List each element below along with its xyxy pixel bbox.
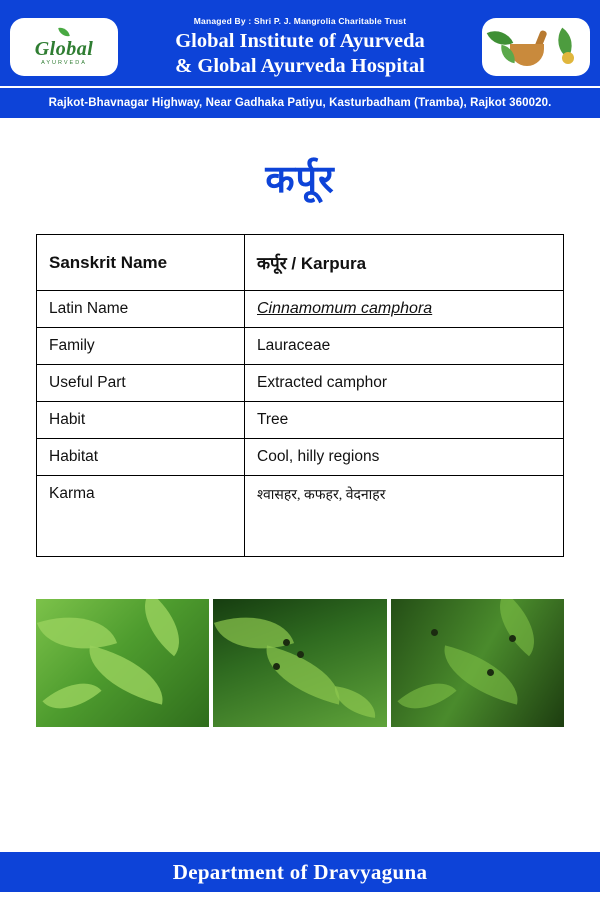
leaf-shape: [128, 599, 196, 656]
table-row: [37, 291, 564, 328]
row-label-habit: Habit: [37, 402, 245, 439]
row-value-family: Lauraceae: [245, 328, 564, 365]
address-bar: Rajkot-Bhavnagar Highway, Near Gadhaka Patiyu, Kasturbadham (Tramba), Rajkot 360020.: [0, 86, 600, 118]
row-label-family: Family: [37, 328, 245, 365]
karma-text: श्वासहर, कफहर, वेदनाहर: [257, 488, 386, 503]
mortar-pestle-herbs-photo: [482, 18, 590, 76]
institute-title-line1: Global Institute of Ayurveda: [175, 30, 425, 53]
plant-photo-strip: [36, 599, 564, 727]
herb-info-table: [36, 234, 564, 557]
page-footer: [0, 844, 600, 900]
fruit-berry: [487, 669, 494, 676]
row-label-habitat: Habitat: [37, 439, 245, 476]
row-label-latin-name: Latin Name: [37, 291, 245, 328]
sanskrit-name-devanagari: कर्पूर: [257, 254, 287, 273]
table-row: [37, 365, 564, 402]
logo-wordmark: Global: [34, 38, 94, 61]
camphor-flowering-branch-photo: [213, 599, 386, 727]
header-title-block: [118, 16, 482, 77]
managed-by-text: Managed By : Shri P. J. Mangrolia Charitable Trust: [193, 16, 407, 27]
latin-name-text: Cinnamomum camphora: [257, 300, 433, 317]
page-header: [0, 0, 600, 118]
logo-inner: [35, 27, 94, 67]
logo-subtext: AYURVEDA: [41, 60, 87, 67]
flower-bud: [283, 639, 290, 646]
table-row: [37, 235, 564, 291]
row-label-sanskrit-name: Sanskrit Name: [37, 235, 245, 291]
camphor-fruiting-branch-photo: [391, 599, 564, 727]
flower-bud: [297, 651, 304, 658]
row-value-useful-part: Extracted camphor: [245, 365, 564, 402]
row-value-karma: [245, 476, 564, 557]
row-value-sanskrit-name: [245, 235, 564, 291]
institute-title-line2: & Global Ayurveda Hospital: [175, 54, 425, 77]
row-label-useful-part: Useful Part: [37, 365, 245, 402]
sanskrit-name-transliteration: Karpura: [300, 254, 367, 273]
leaf-icon: [58, 26, 70, 38]
table-row: [37, 402, 564, 439]
header-content: [0, 0, 600, 88]
table-row: [37, 328, 564, 365]
flower-icon: [562, 52, 574, 64]
row-value-habit: Tree: [245, 402, 564, 439]
sanskrit-name-separator: /: [286, 254, 301, 273]
row-label-karma: Karma: [37, 476, 245, 557]
page-title: कर्पूर: [265, 159, 335, 201]
leaf-shape: [42, 668, 101, 724]
leaf-shape: [397, 668, 456, 724]
fruit-berry: [431, 629, 438, 636]
department-label: Department of Dravyaguna: [0, 852, 600, 892]
fruit-berry: [509, 635, 516, 642]
institute-logo: [10, 18, 118, 76]
mortar-icon: [510, 44, 544, 66]
leaf-shape: [483, 599, 551, 656]
row-value-habitat: Cool, hilly regions: [245, 439, 564, 476]
camphor-leaves-photo: [36, 599, 209, 727]
table-row: [37, 439, 564, 476]
row-value-latin-name: [245, 291, 564, 328]
table-row: [37, 476, 564, 557]
